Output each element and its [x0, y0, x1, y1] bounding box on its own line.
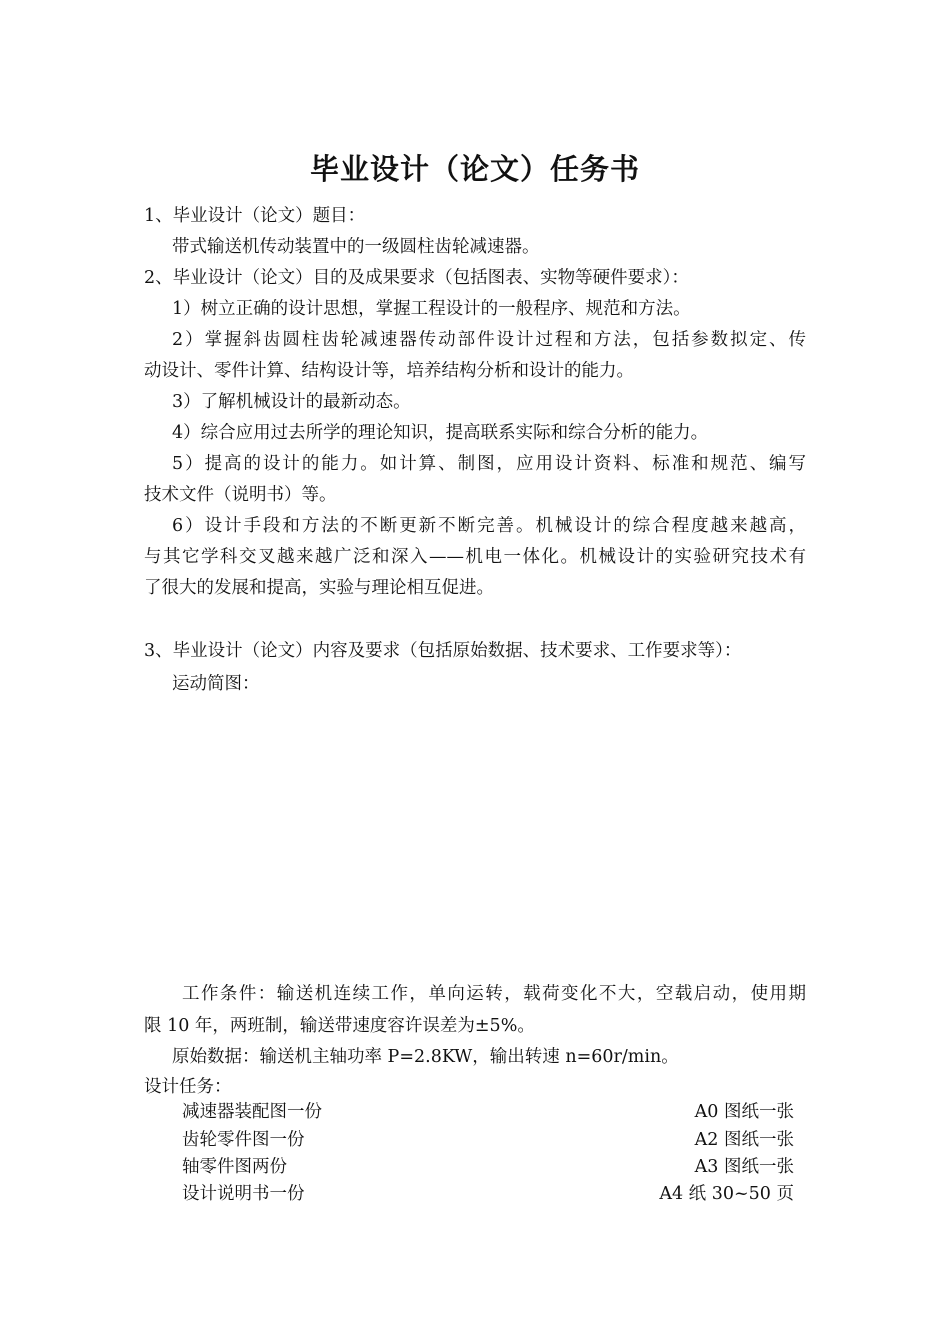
task-spec: A4 纸 30~50 页: [659, 1184, 794, 1204]
task-spec: A2 图纸一张: [694, 1130, 794, 1150]
section1-topic: 带式输送机传动装置中的一级圆柱齿轮减速器。: [172, 237, 540, 257]
section2-item6-line1: 6）设计手段和方法的不断更新不断完善。机械设计的综合程度越来越高，: [172, 516, 806, 536]
section2-item2-line2: 动设计、零件计算、结构设计等，培养结构分析和设计的能力。: [144, 361, 634, 381]
page-title: 毕业设计（论文）任务书: [309, 152, 640, 186]
task-spec: A3 图纸一张: [694, 1157, 794, 1177]
section2-heading: 2、毕业设计（论文）目的及成果要求（包括图表、实物等硬件要求）：: [144, 268, 689, 288]
section2-item2-line1: 2）掌握斜齿圆柱齿轮减速器传动部件设计过程和方法，包括参数拟定、传: [172, 330, 806, 350]
conditions-line1: 工作条件：输送机连续工作，单向运转，载荷变化不大，空载启动，使用期: [182, 984, 806, 1004]
task-name: 设计说明书一份: [182, 1184, 305, 1204]
section2-item3: 3）了解机械设计的最新动态。: [172, 392, 411, 412]
section2-item6-line2: 与其它学科交叉越来越广泛和深入——机电一体化。机械设计的实验研究技术有: [144, 547, 806, 567]
section2-item5-line1: 5）提高的设计的能力。如计算、制图，应用设计资料、标准和规范、编写: [172, 454, 806, 474]
section2-item1: 1）树立正确的设计思想，掌握工程设计的一般程序、规范和方法。: [172, 299, 691, 319]
section2-item4: 4）综合应用过去所学的理论知识，提高联系实际和综合分析的能力。: [172, 423, 709, 443]
raw-data: 原始数据：输送机主轴功率 P=2.8KW，输出转速 n=60r/min。: [172, 1047, 679, 1067]
section1-heading: 1、毕业设计（论文）题目：: [144, 206, 366, 226]
conditions-line2: 限 10 年，两班制，输送带速度容许误差为±5%。: [144, 1016, 535, 1036]
section3-heading: 3、毕业设计（论文）内容及要求（包括原始数据、技术要求、工作要求等）：: [144, 641, 742, 661]
diagram-label: 运动简图：: [172, 674, 260, 694]
section2-item6-line3: 了很大的发展和提高，实验与理论相互促进。: [144, 578, 494, 598]
task-name: 减速器装配图一份: [182, 1102, 322, 1122]
tasks-heading: 设计任务：: [144, 1077, 232, 1097]
task-name: 齿轮零件图一份: [182, 1130, 305, 1150]
section2-item5-line2: 技术文件（说明书）等。: [144, 485, 337, 505]
task-spec: A0 图纸一张: [694, 1102, 794, 1122]
task-name: 轴零件图两份: [182, 1157, 287, 1177]
